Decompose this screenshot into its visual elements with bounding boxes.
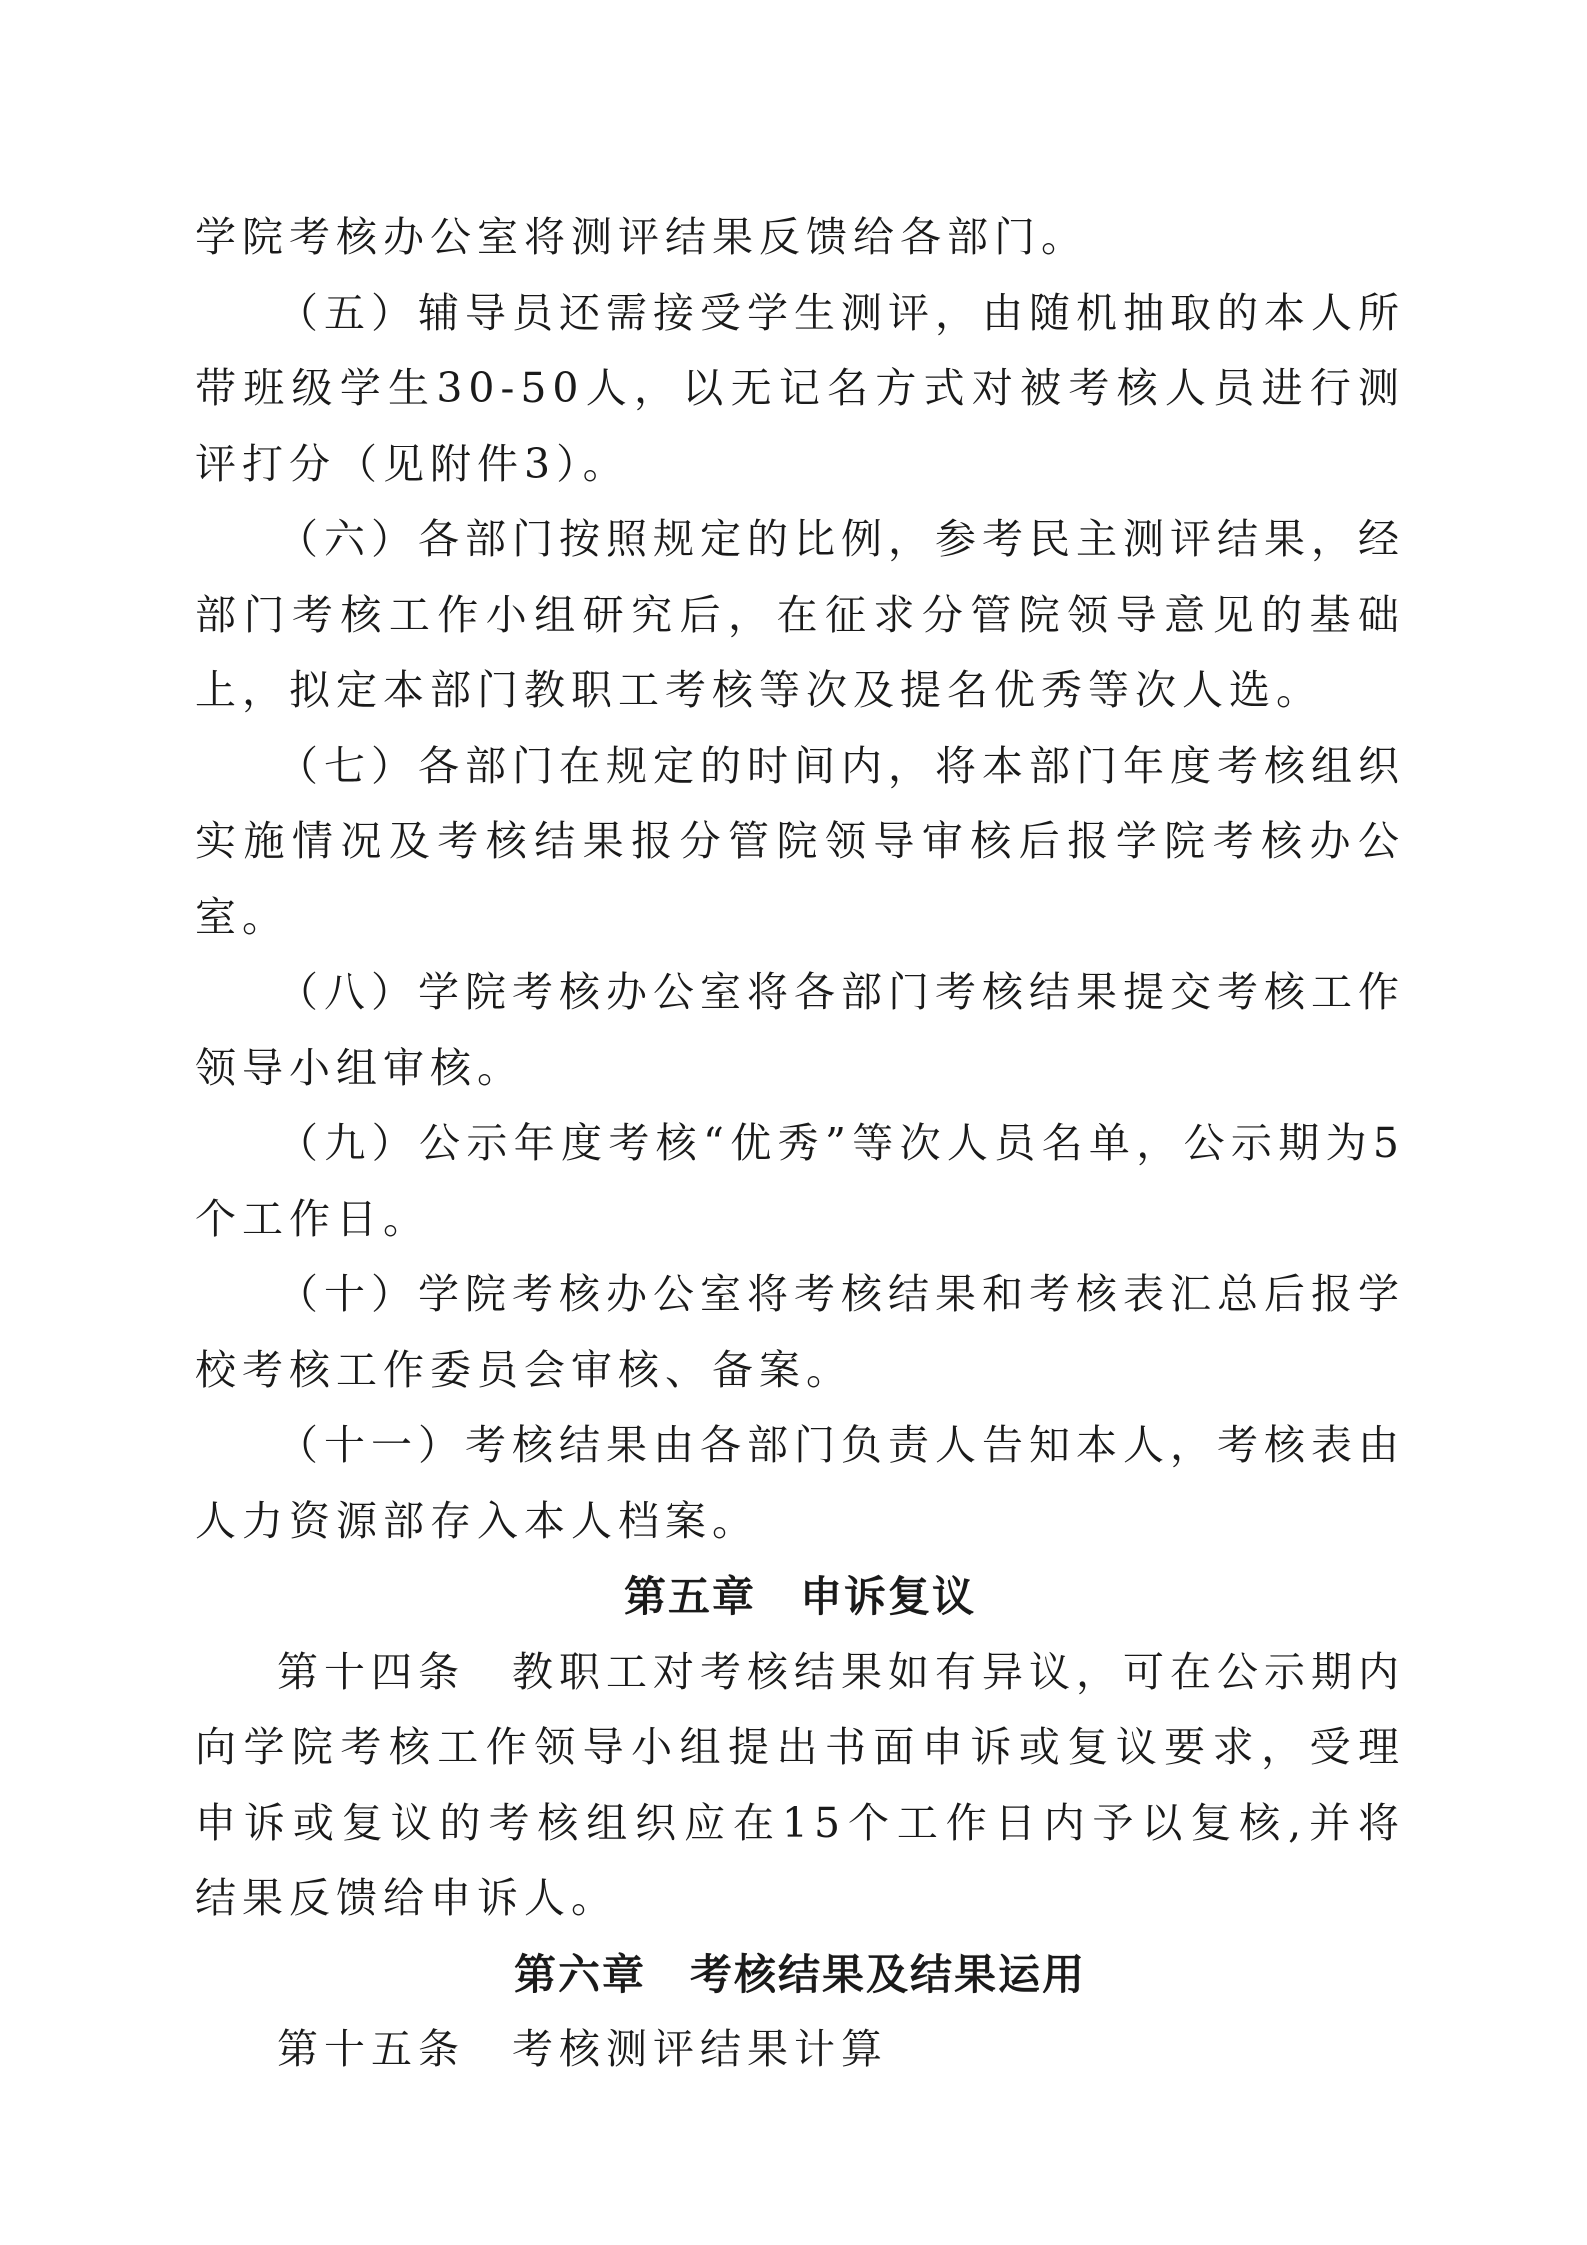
chapter-6-heading: 第六章 考核结果及结果运用 [513, 1949, 1086, 1999]
paragraph-item-9: （九）公示年度考核“优秀”等次人员名单，公示期为5个工作日。 [195, 1119, 1405, 1243]
document-body [195, 200, 1405, 2088]
paragraph-item-5: （五）辅导员还需接受学生测评，由随机抽取的本人所带班级学生30-50人，以无记名方式对被考核人员进行测评打分（见附件3）。 [195, 288, 1405, 488]
paragraph-item-8: （八）学院考核办公室将各部门考核结果提交考核工作领导小组审核。 [195, 968, 1405, 1092]
paragraph-continuation: 学院考核办公室将测评结果反馈给各部门。 [195, 213, 1088, 261]
paragraph-item-10: （十）学院考核办公室将考核结果和考核表汇总后报学校考核工作委员会审核、备案。 [195, 1270, 1405, 1394]
article-15: 第十五条 考核测评结果计算 [277, 2025, 888, 2073]
paragraph-item-11: （十一）考核结果由各部门负责人告知本人，考核表由人力资源部存入本人档案。 [195, 1421, 1405, 1545]
chapter-5-heading: 第五章 申诉复议 [623, 1572, 976, 1621]
article-14: 第十四条 教职工对考核结果如有异议，可在公示期内向学院考核工作领导小组提出书面申诉或复议要求，受理申诉或复议的考核组织应在15个工作日内予以复核,并将结果反馈给申诉人。 [195, 1647, 1405, 1922]
paragraph-item-6: （六）各部门按照规定的比例，参考民主测评结果，经部门考核工作小组研究后，在征求分管院领导意见的基础上，拟定本部门教职工考核等次及提名优秀等次人选。 [195, 515, 1405, 714]
paragraph-item-7: （七）各部门在规定的时间内，将本部门年度考核组织实施情况及考核结果报分管院领导审核后报学院考核办公室。 [195, 741, 1405, 941]
